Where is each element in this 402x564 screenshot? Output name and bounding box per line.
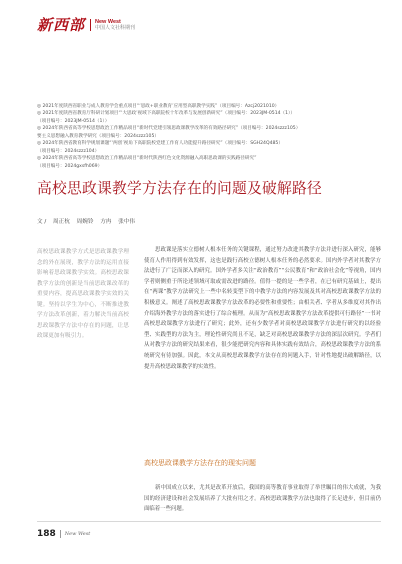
funding-line: ◎ 2024年陕西省高等学校思想政治工作精品项目“新时代陕西红色文化资源融入高职思政课的实践路径研究”: [37, 156, 257, 162]
body-paragraph: 思政课是落实立德树人根本任务的关键课程，通过努力改进其教学方法并进行深入研究，能够使育人作用得到有效发挥，这也是践行高校立德树人根本任务的必然要求。国内外学者对其教学方法进行了广泛而深入的研究。国外学者多关注“政治教育”“公民教育”和“政治社会化”等视角，国内学者则侧重于所论述领域可取或需改进的路径。值得一提的是一些学者，在已有研究基础上，提出在“两课”教学方法研究上一些中名转变型下的中教学方法的内容发展及其对高校思政课教学方法的积极意义。阐述了高校思政课教学方法改革的必要性和重要性；由相关者、学者从多维度对其作出介绍海外教学方法的落实进行了综合梳理。从而为“高校思政课教学方法改革提供可行路径”一书对高校思政课教学方法进行了研究；此外，还有少数学者对高校思政课教学方法进行研究的以经验型、实践型的方法为主，理论性研究尚且不足，缺乏对高校思政课教学方法的深层次研究。学者们从对教学方法的研究结果来看，很少能把研究内容和具体实践有效结合，高校思政课教学方法的系统研究有待加强。因此，本文从高校思政课教学方法存在的问题入手，针对性地提出破解路径，以提升高校思政课教学的实效性。: [144, 247, 381, 370]
funding-line: （项目编号：2024szzz104）: [37, 148, 100, 154]
author-name: 周婉铃: [76, 219, 94, 225]
funding-notes: [37, 103, 377, 170]
body-text: [144, 245, 381, 372]
article-title: 高校思政课教学方法存在的问题及破解路径: [37, 180, 322, 197]
funding-line: （项目编号：2024gxsfh069）: [37, 163, 103, 169]
masthead: [37, 12, 135, 38]
page-footer: [37, 529, 90, 539]
section-paragraph: 新中国成立以来，尤其是改革开放后，我国的高等教育事业取得了举世瞩目的伟大成就，为我国的经济建设和社会发展培养了大批有用之才。高校思政课教学方法也取得了长足进步，但目前仍面临着一些问题。: [144, 485, 381, 513]
footer-magazine-name: New West: [64, 531, 91, 537]
logo-english: New West: [95, 19, 121, 25]
page-number: 188: [37, 529, 56, 539]
funding-line: ◎ 2024年陕西省教育科学规划课题“‘两创’视角下高职院校党建工作育人功能提升路径研究”（项目编号：SGH24Q485）: [37, 141, 283, 147]
funding-line: 要主义思想融入教育教学研究（项目编号：2024szzz105）: [37, 133, 159, 139]
author-name: 方冉: [100, 219, 112, 225]
magazine-logo: 新西部: [37, 16, 86, 34]
footer-rule: [37, 521, 381, 522]
author-name: 张中伟: [118, 219, 135, 225]
logo-chinese: 中国人文社科期刊: [95, 25, 136, 31]
author-prefix: 文 /: [37, 219, 47, 225]
funding-line: ◎ 2021年度陕西省教育厅科研计划项目“‘大思政’视域下高职院校十年改革与发展创新研究”（项目编号：2023JM-0514（1））: [37, 111, 295, 117]
author-line: [37, 217, 140, 225]
funding-line: （项目编号：2023JM-0514（1））: [37, 118, 110, 124]
section-body: [144, 483, 381, 515]
abstract: 高校思政课教学方式是思政课教学理念的外在展现，教学方法的运用直接影响着思政课教学实效。高校思政课教学方法的创新是当前思政课改革的重要内容，提高思政课教学实效的关键。坚持以学生为中心，不断推进教学方法改革创新，着力解决当前高校思政课教学方法中存在的问题，让思政课更加有吸引力。: [37, 249, 129, 340]
funding-line: ◎ 2021年度陕西省职业与成人教育学会重点项目“‘思政+职业教育’应用型高职教学实践”（项目编号：Azcj2021010）: [37, 104, 280, 109]
logo-subtitle: [90, 19, 135, 31]
footer-divider: [60, 530, 61, 538]
funding-line: ◎ 2024年陕西省高等学校思想政治工作精品项目“新时代党建引领思政课教学改革的有效路径研究”（项目编号：2024szzz105）: [37, 126, 301, 132]
author-name: 周正杭: [53, 219, 70, 225]
section-heading: 高校思政课教学方法存在的现实问题: [144, 459, 256, 467]
